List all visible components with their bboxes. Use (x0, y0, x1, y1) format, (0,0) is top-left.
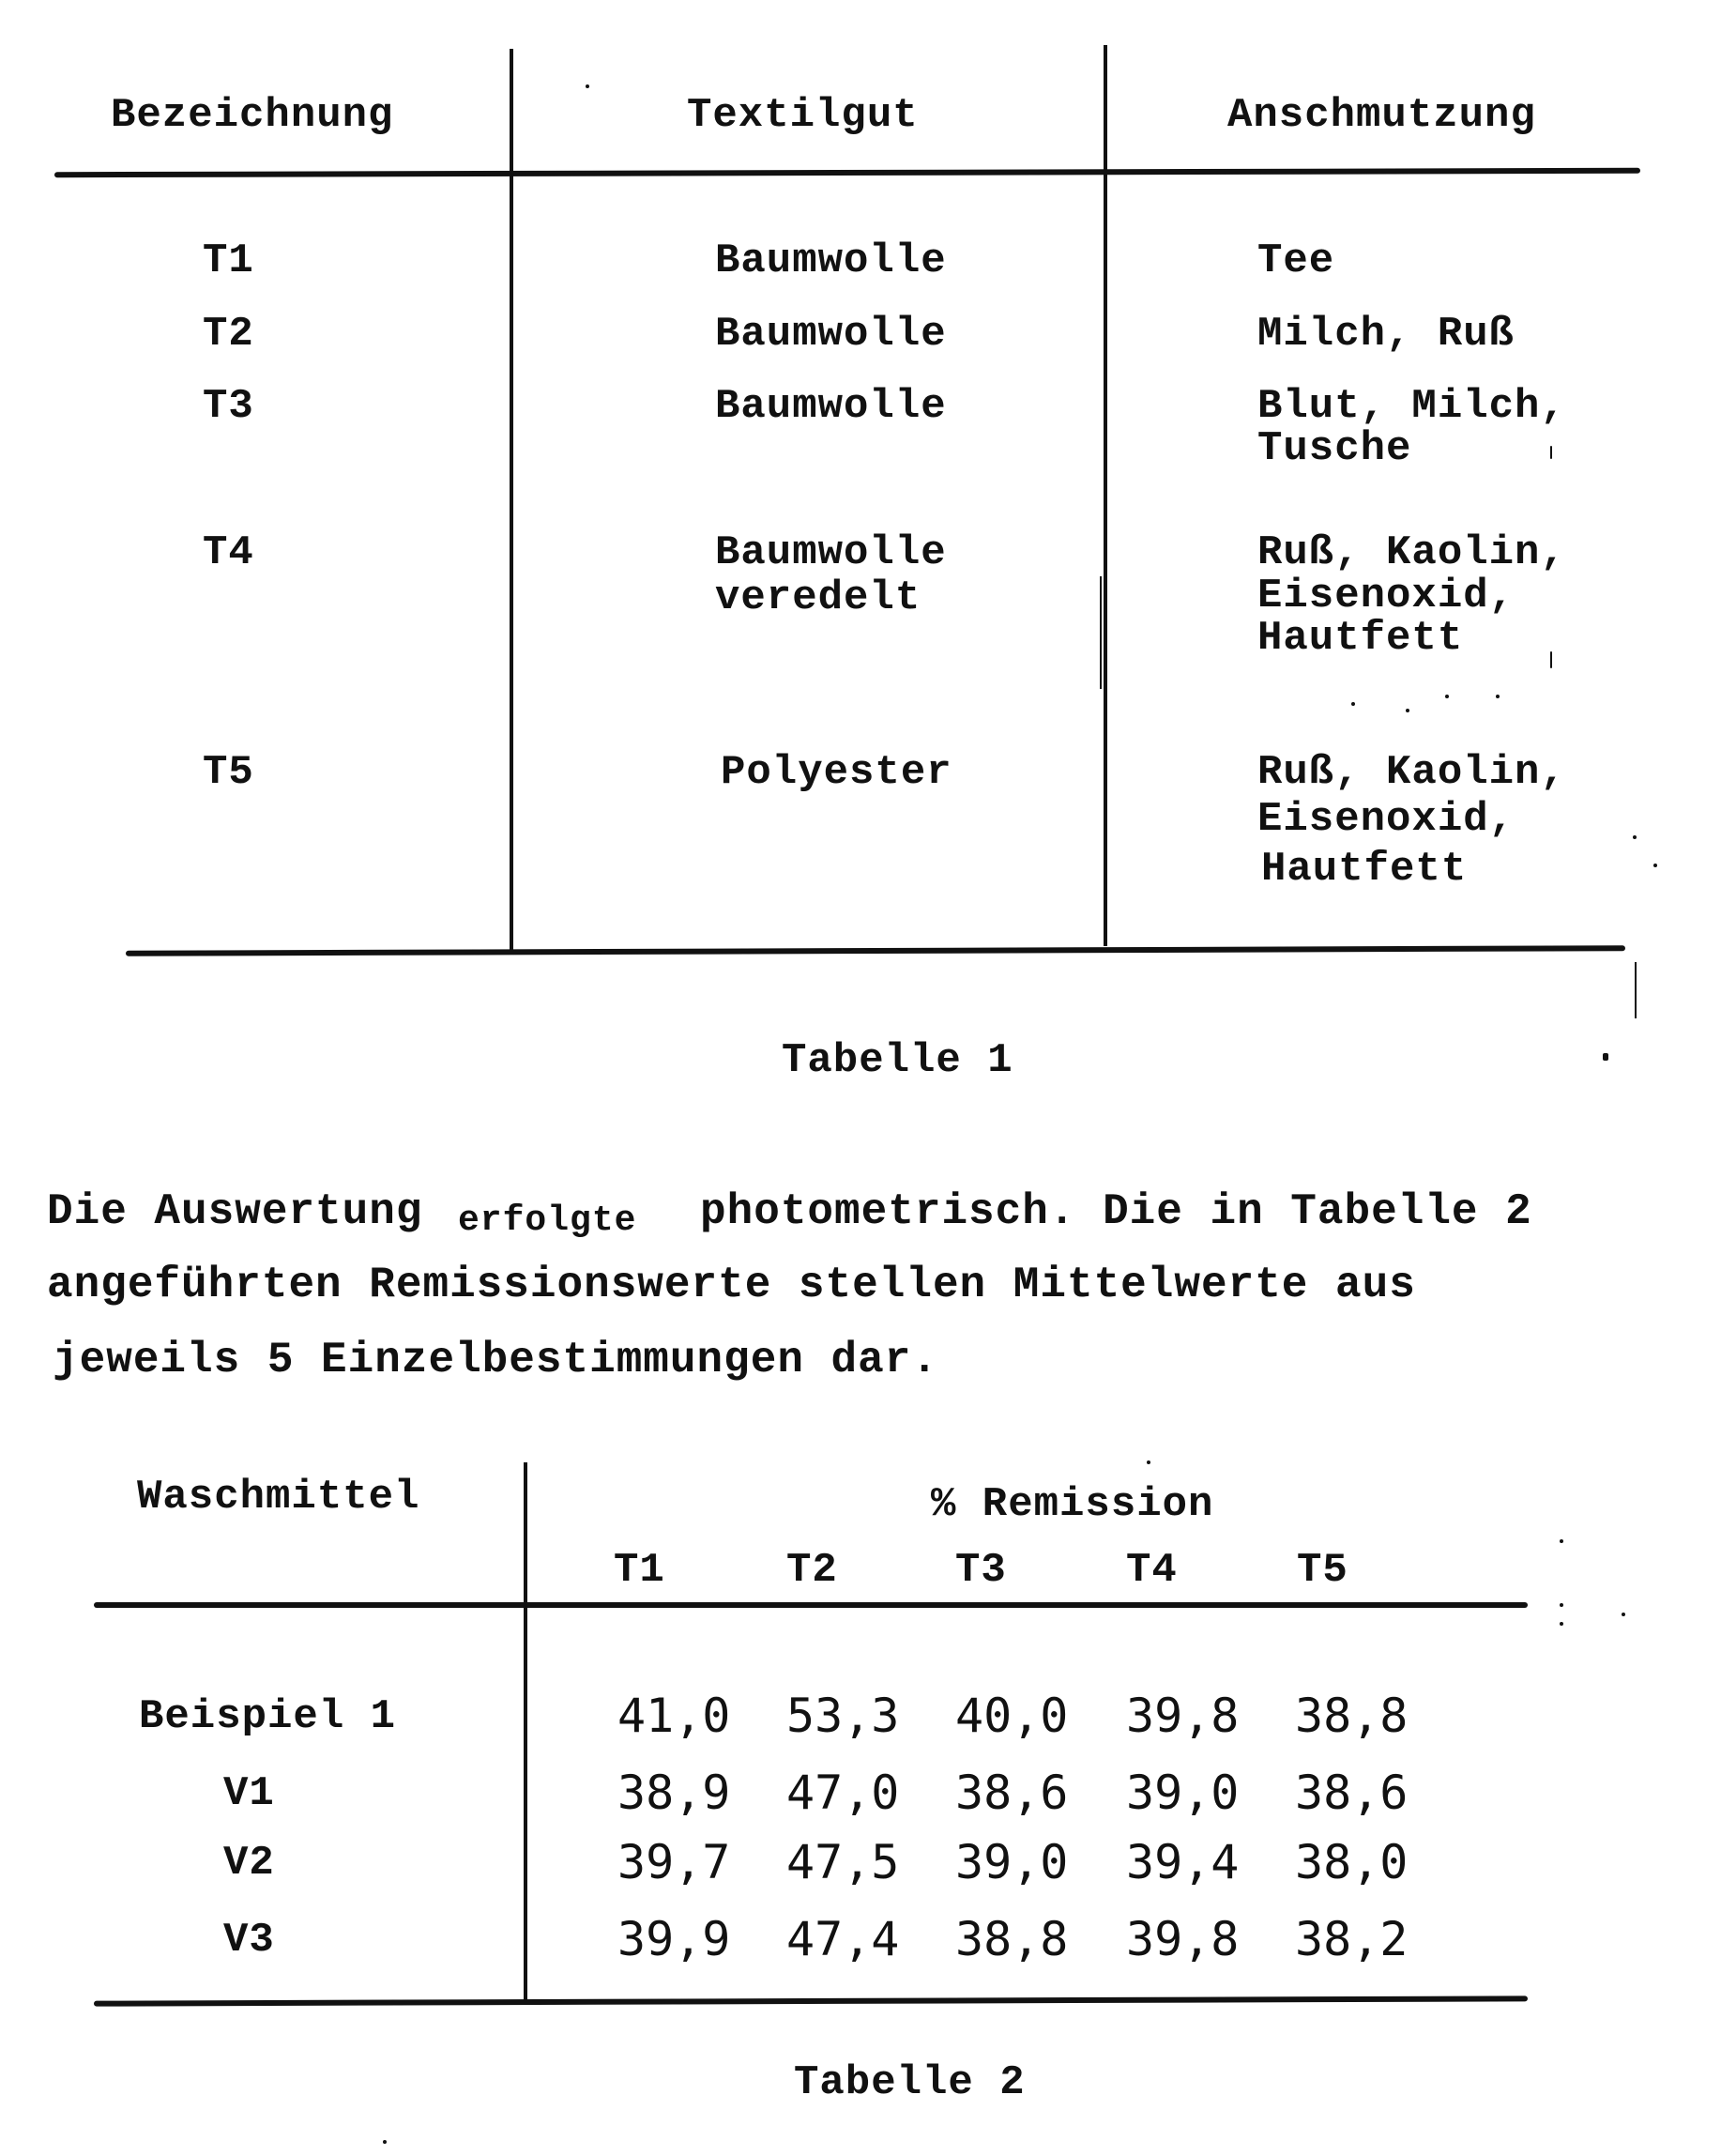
table1-header-textilgut: Textilgut (687, 92, 919, 139)
table2-cell: 38,9 (617, 1766, 731, 1820)
paragraph-line-1b: erfolgte (458, 1200, 637, 1241)
scan-speck (1445, 695, 1449, 698)
scan-speck (383, 2140, 387, 2144)
scan-speck (1496, 695, 1500, 698)
table2-caption: Tabelle 2 (794, 2059, 1026, 2106)
table2-cell: 41,0 (617, 1689, 731, 1743)
table2-cell: 39,0 (955, 1835, 1069, 1889)
table2-cell: 47,5 (786, 1835, 900, 1889)
table1-row-id: T2 (203, 311, 254, 358)
table1-soil: Blut, Milch, (1257, 383, 1566, 430)
table2-cell: 38,8 (1295, 1689, 1409, 1743)
table1-row-id: T4 (203, 529, 254, 576)
table1-column-divider-2 (1104, 45, 1107, 946)
scan-speck (1406, 709, 1409, 712)
table1-material: Polyester (721, 749, 952, 796)
table2-cell: 39,7 (617, 1835, 731, 1889)
table2-cell: 40,0 (955, 1689, 1069, 1743)
table1-header-rule (54, 168, 1640, 177)
table2-cell: 38,8 (955, 1912, 1069, 1966)
scan-speck (586, 84, 589, 88)
table1-stray-mark (1100, 576, 1102, 689)
table2-cell: 39,4 (1126, 1835, 1240, 1889)
table2-header-remission: % Remission (931, 1481, 1214, 1528)
table2-cell: 53,3 (786, 1689, 900, 1743)
table1-soil: Eisenoxid, (1257, 573, 1515, 619)
table1-material: veredelt (715, 574, 921, 621)
table2-cell: 38,2 (1295, 1912, 1409, 1966)
scan-speck (1550, 446, 1552, 459)
table1-soil: Hautfett (1261, 846, 1468, 893)
paragraph-line-3: jeweils 5 Einzelbestimmungen dar. (53, 1336, 938, 1384)
table1-soil: Tee (1257, 237, 1335, 284)
table1-row-id: T3 (203, 383, 254, 430)
table2-header-waschmittel: Waschmittel (137, 1474, 420, 1521)
table1-material: Baumwolle (715, 311, 947, 358)
table2-col-header: T1 (614, 1547, 665, 1594)
table1-margin-mark (1635, 962, 1637, 1018)
table2-row-label: Beispiel 1 (139, 1693, 397, 1740)
table2-cell: 38,6 (955, 1766, 1069, 1820)
scan-speck (1560, 1622, 1563, 1626)
table2-row-label: V2 (223, 1840, 275, 1887)
table2-cell: 39,8 (1126, 1912, 1240, 1966)
table2-cell: 38,0 (1295, 1835, 1409, 1889)
table2-header-rule (94, 1602, 1528, 1608)
paragraph-line-2: angeführten Remissionswerte stellen Mittelwerte aus (47, 1261, 1416, 1309)
scan-speck (1550, 651, 1552, 668)
table2-cell: 47,0 (786, 1766, 900, 1820)
table1-caption: Tabelle 1 (782, 1037, 1013, 1084)
table1-header-anschmutzung: Anschmutzung (1227, 92, 1536, 139)
table2-cell: 39,9 (617, 1912, 731, 1966)
table1-material: Baumwolle (715, 383, 947, 430)
scan-speck (1653, 864, 1657, 867)
scan-speck (1147, 1460, 1150, 1464)
table1-column-divider-1 (510, 49, 513, 950)
table2-cell: 39,8 (1126, 1689, 1240, 1743)
table1-soil: Hautfett (1257, 615, 1464, 662)
table2-col-header: T4 (1126, 1547, 1178, 1594)
table1-soil: Eisenoxid, (1257, 796, 1515, 843)
table2-column-divider (524, 1462, 527, 2005)
scan-speck (1633, 835, 1637, 839)
table2-row-label: V3 (223, 1917, 275, 1964)
table1-row-id: T1 (203, 237, 254, 284)
table1-material: Baumwolle (715, 237, 947, 284)
table1-material: Baumwolle (715, 529, 947, 576)
table2-cell: 38,6 (1295, 1766, 1409, 1820)
table1-bottom-rule (126, 945, 1625, 956)
scan-speck (1622, 1613, 1625, 1616)
table1-soil: Tusche (1257, 425, 1412, 472)
table1-soil: Milch, Ruß (1257, 311, 1515, 358)
table2-bottom-rule (94, 1995, 1528, 2006)
table2-col-header: T5 (1297, 1547, 1348, 1594)
table2-cell: 47,4 (786, 1912, 900, 1966)
scan-speck (1351, 702, 1355, 706)
table1-row-id: T5 (203, 749, 254, 796)
table2-row-label: V1 (223, 1770, 275, 1817)
paragraph-line-1c: photometrisch. Die in Tabelle 2 (700, 1187, 1532, 1236)
paragraph-line-1a: Die Auswertung (47, 1187, 423, 1236)
scan-speck (1560, 1603, 1563, 1607)
table2-col-header: T2 (786, 1547, 838, 1594)
scan-speck (1603, 1053, 1608, 1061)
table1-soil: Ruß, Kaolin, (1257, 529, 1566, 576)
table1-header-bezeichnung: Bezeichnung (111, 92, 394, 139)
table2-col-header: T3 (955, 1547, 1007, 1594)
scan-speck (1560, 1539, 1563, 1543)
table1-soil: Ruß, Kaolin, (1257, 749, 1566, 796)
table2-cell: 39,0 (1126, 1766, 1240, 1820)
